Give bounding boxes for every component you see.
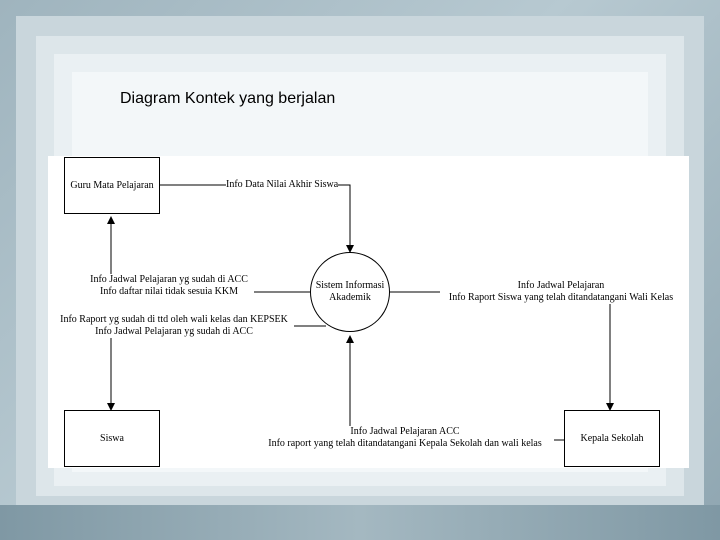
slide-title: Diagram Kontek yang berjalan xyxy=(120,90,336,107)
flow-guru-to-system-label: Info Data Nilai Akhir Siswa xyxy=(226,179,339,190)
entity-kepala-label: Kepala Sekolah xyxy=(580,433,644,444)
flow-guru-to-system-line xyxy=(160,185,350,252)
process-label-line1: Sistem Informasi xyxy=(315,280,385,291)
entity-guru-label: Guru Mata Pelajaran xyxy=(70,180,154,191)
flow-kepala-to-system-label: Info Jadwal Pelajaran ACC Info raport yang telah ditandatangani Kepala Sekolah dan wali kelas xyxy=(256,426,554,450)
entity-siswa-label: Siswa xyxy=(100,433,124,444)
flow-system-to-kepala-label: Info Jadwal Pelajaran Info Raport Siswa yang telah ditandatangani Wali Kelas xyxy=(440,280,682,304)
flow-system-to-kepala-line xyxy=(390,292,610,410)
flow-system-to-siswa-label: Info Raport yg sudah di ttd oleh wali kelas dan KEPSEK Info Jadwal Pelajaran yg sudah di ACC xyxy=(54,314,294,338)
slide-bottom-bar xyxy=(0,505,720,540)
entity-guru-mata-pelajaran xyxy=(64,157,160,214)
flow-system-to-guru-label: Info Jadwal Pelajaran yg sudah di ACC Info daftar nilai tidak sesuia KKM xyxy=(84,274,254,298)
context-diagram xyxy=(48,156,689,468)
flow-system-to-siswa-line xyxy=(111,326,326,410)
entity-kepala-sekolah xyxy=(564,410,660,467)
process-label-line2: Akademik xyxy=(329,292,371,303)
entity-siswa xyxy=(64,410,160,467)
process-sistem-informasi-akademik xyxy=(310,252,390,332)
flow-kepala-to-system-line xyxy=(350,336,564,440)
